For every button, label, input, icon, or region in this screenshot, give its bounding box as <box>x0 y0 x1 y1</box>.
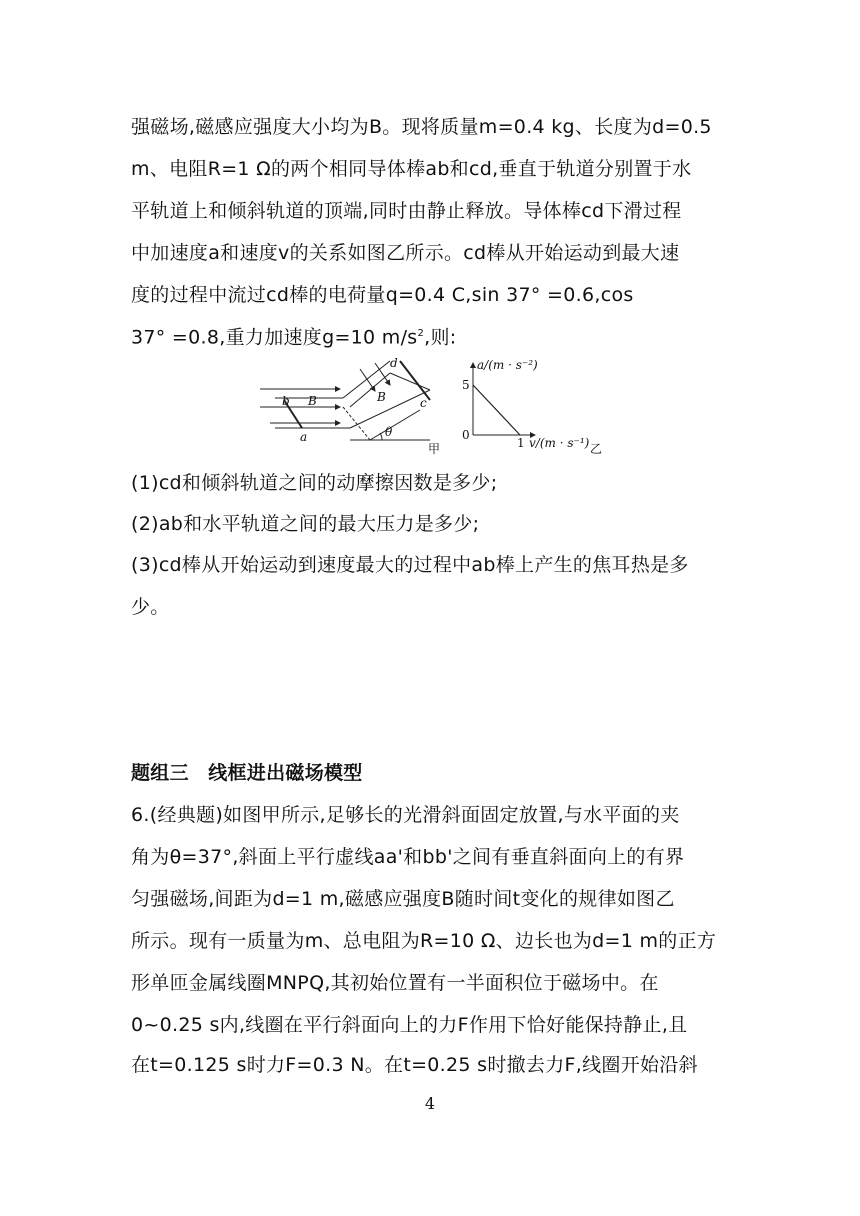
page-number: 4 <box>424 1094 436 1113</box>
problem6-line-5: 形单匝金属线圈MNPQ,其初始位置有一半面积位于磁场中。在 <box>131 972 659 994</box>
problem5-line-2: m、电阻R=1 Ω的两个相同导体棒ab和cd,垂直于轨道分别置于水 <box>131 158 692 180</box>
question-2: (2)ab和水平轨道之间的最大压力是多少; <box>131 513 480 535</box>
problem5-line-6-suffix: ,则: <box>424 326 457 349</box>
problem6-line-3: 匀强磁场,间距为d=1 m,磁感应强度B随时间t变化的规律如图乙 <box>131 888 675 910</box>
section-title: 题组三 线框进出磁场模型 <box>131 762 363 784</box>
problem6-line-1: 6.(经典题)如图甲所示,足够长的光滑斜面固定放置,与水平面的夹 <box>131 804 680 826</box>
tick-5: 5 <box>462 378 470 392</box>
theta-arc <box>380 433 382 440</box>
problem6-line-4: 所示。现有一质量为m、总电阻为R=10 Ω、边长也为d=1 m的正方 <box>131 930 717 952</box>
x-axis-label: v/(m · s⁻¹) <box>529 436 590 450</box>
label-d: d <box>390 356 398 370</box>
label-B-right: B <box>377 390 386 404</box>
label-b: b <box>282 394 290 408</box>
problem5-line-6-superscript: 2 <box>417 328 425 339</box>
y-axis-label: a/(m · s⁻²) <box>477 358 538 372</box>
label-a: a <box>300 430 308 444</box>
incline-rail-bottom <box>350 390 430 428</box>
problem5-line-1: 强磁场,磁感应强度大小均为B。现将质量m=0.4 kg、长度为d=0.5 <box>131 116 712 138</box>
caption-yi: 乙 <box>590 442 603 456</box>
problem5-line-5: 度的过程中流过cd棒的电荷量q=0.4 C,sin 37° =0.6,cos <box>131 284 634 306</box>
problem6-line-6: 0~0.25 s内,线圈在平行斜面向上的力F作用下恰好能保持静止,且 <box>131 1014 688 1036</box>
figure-yi <box>455 355 615 460</box>
label-B-left: B <box>308 394 317 408</box>
label-c: c <box>420 396 427 410</box>
caption-jia: 甲 <box>428 442 441 456</box>
problem5-line-4: 中加速度a和速度v的关系如图乙所示。cd棒从开始运动到最大速 <box>131 242 680 264</box>
problem5-line-3: 平轨道上和倾斜轨道的顶端,同时由静止释放。导体棒cd下滑过程 <box>131 200 682 222</box>
dashed-line <box>343 407 370 440</box>
question-1: (1)cd和倾斜轨道之间的动摩擦因数是多少; <box>131 472 498 494</box>
tick-0: 0 <box>462 428 470 442</box>
question-3-continued: 少。 <box>131 596 170 618</box>
problem5-line-6 <box>131 322 457 349</box>
problem6-line-7: 在t=0.125 s时力F=0.3 N。在t=0.25 s时撤去力F,线圈开始沿斜 <box>131 1054 698 1076</box>
label-theta: θ <box>385 425 393 439</box>
incline-field-arrow-1 <box>360 369 375 391</box>
problem6-line-2: 角为θ=37°,斜面上平行虚线aa'和bb'之间有垂直斜面向上的有界 <box>131 846 685 868</box>
rod-cd <box>400 361 430 400</box>
tick-1: 1 <box>517 436 525 450</box>
problem5-line-6-prefix: 37° =0.8,重力加速度g=10 m/s <box>131 326 418 349</box>
graph-line <box>473 385 520 435</box>
question-3: (3)cd棒从开始运动到速度最大的过程中ab棒上产生的焦耳热是多 <box>131 554 689 576</box>
figure-jia <box>250 355 455 460</box>
